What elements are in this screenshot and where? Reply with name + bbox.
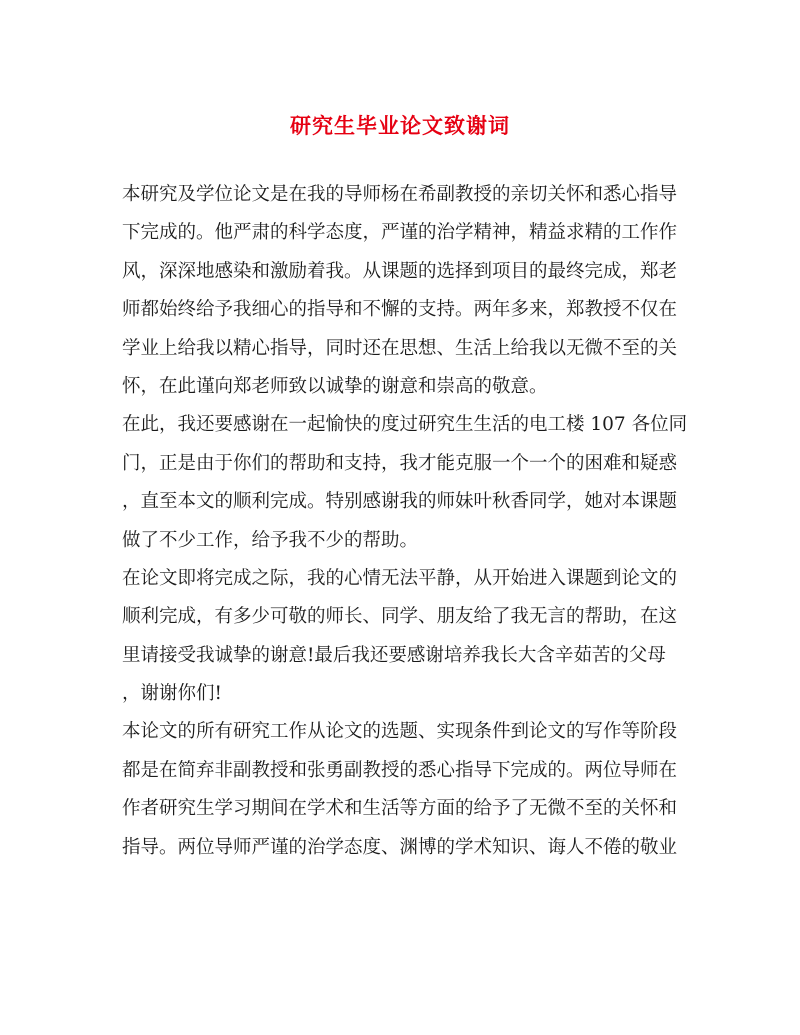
body-line: 门，正是由于你们的帮助和支持，我才能克服一个一个的困难和疑惑 bbox=[122, 452, 678, 474]
body-line: 本研究及学位论文是在我的导师杨在希副教授的亲切关怀和悉心指导 bbox=[122, 184, 678, 205]
body-line: 在此，我还要感谢在一起愉快的度过研究生生活的电工楼 107 各位同 bbox=[122, 414, 688, 436]
body-line: 师都始终给予我细心的指导和不懈的支持。两年多来，郑教授不仅在 bbox=[122, 299, 678, 321]
body-line: 做了不少工作，给予我不少的帮助。 bbox=[122, 529, 419, 551]
body-line: 在论文即将完成之际，我的心情无法平静，从开始进入课题到论文的 bbox=[122, 567, 678, 589]
body-line: ，直至本文的顺利完成。特别感谢我的师妹叶秋香同学，她对本课题 bbox=[122, 491, 678, 513]
body-line: 顺利完成，有多少可敬的师长、同学、朋友给了我无言的帮助，在这 bbox=[122, 606, 678, 628]
body-line: 怀，在此谨向郑老师致以诚挚的谢意和崇高的敬意。 bbox=[122, 375, 548, 397]
body-line: 下完成的。他严肃的科学态度，严谨的治学精神，精益求精的工作作 bbox=[122, 222, 678, 244]
body-line: 都是在简弃非副教授和张勇副教授的悉心指导下完成的。两位导师在 bbox=[122, 759, 678, 781]
body-line: 本论文的所有研究工作从论文的选题、实现条件到论文的写作等阶段 bbox=[122, 721, 678, 743]
document-body bbox=[122, 176, 688, 867]
body-line: 里请接受我诚挚的谢意!最后我还要感谢培养我长大含辛茹苦的父母 bbox=[122, 644, 666, 666]
document-title: 研究生毕业论文致谢词 bbox=[290, 113, 510, 138]
body-line: ，谢谢你们! bbox=[122, 683, 222, 705]
body-line: 作者研究生学习期间在学术和生活等方面的给予了无微不至的关怀和 bbox=[122, 798, 678, 820]
body-line: 风，深深地感染和激励着我。从课题的选择到项目的最终完成，郑老 bbox=[122, 260, 678, 282]
body-line: 学业上给我以精心指导，同时还在思想、生活上给我以无微不至的关 bbox=[122, 337, 678, 359]
body-line: 指导。两位导师严谨的治学态度、渊博的学术知识、诲人不倦的敬业 bbox=[122, 836, 678, 858]
